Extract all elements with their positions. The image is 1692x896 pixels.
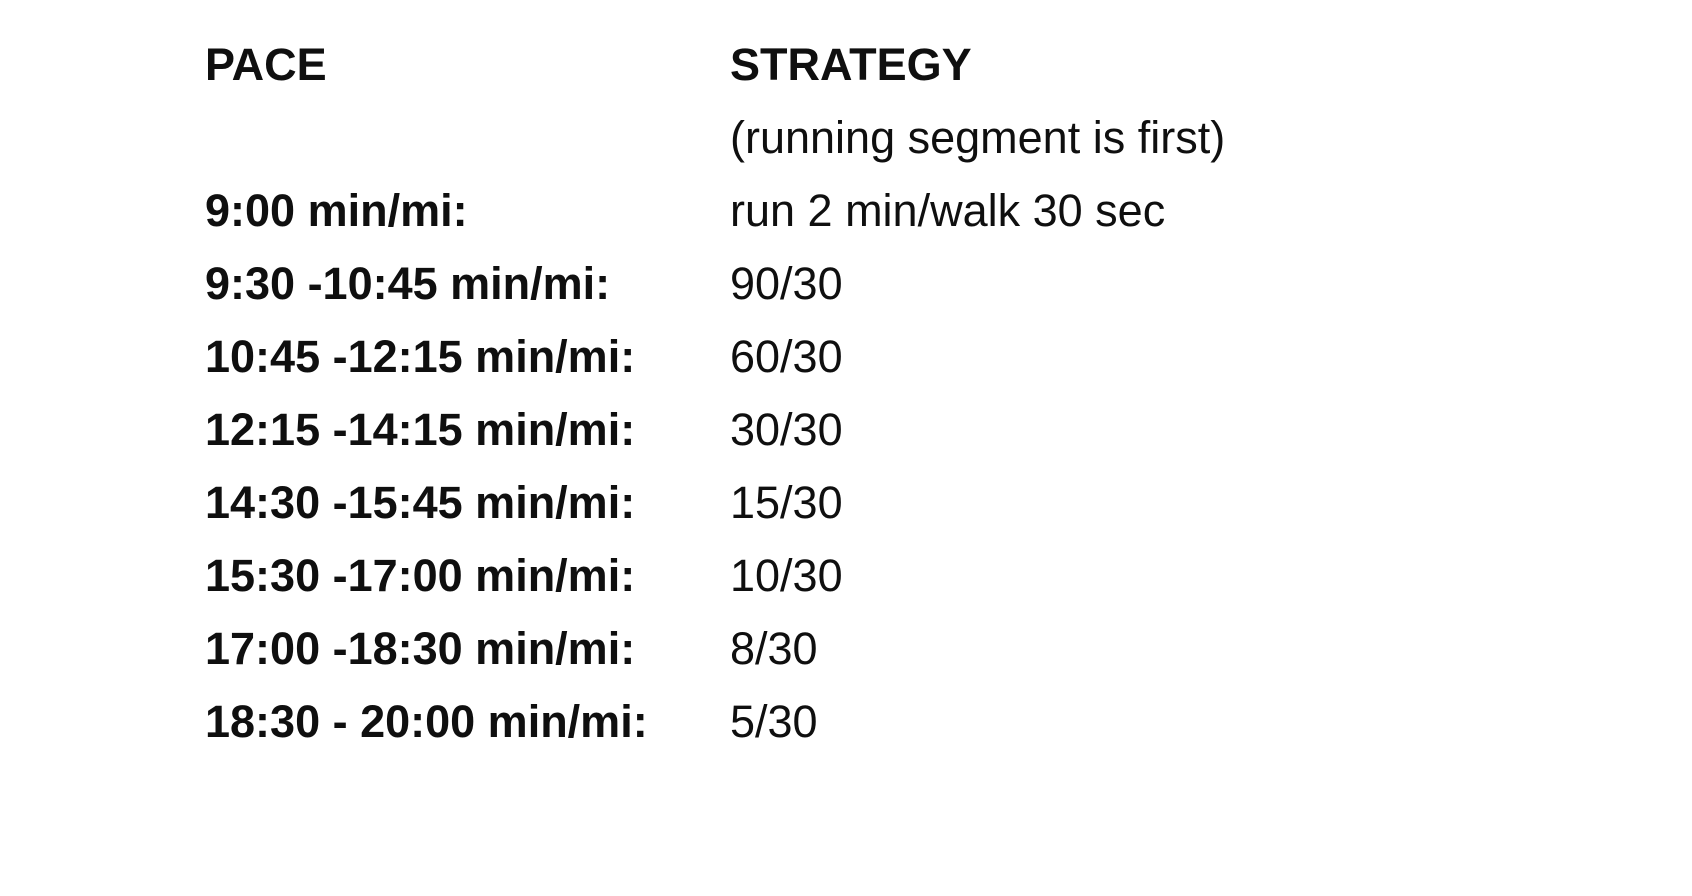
table-row <box>205 466 1225 539</box>
pace-cell: 14:30 -15:45 min/mi: <box>205 477 636 528</box>
strategy-cell: 30/30 <box>730 404 843 455</box>
pace-cell: 18:30 - 20:00 min/mi: <box>205 696 648 747</box>
table-row <box>205 393 1225 466</box>
strategy-cell: 8/30 <box>730 623 818 674</box>
strategy-cell: run 2 min/walk 30 sec <box>730 185 1166 236</box>
strategy-cell: 15/30 <box>730 477 843 528</box>
table-row <box>205 685 1225 758</box>
strategy-note: (running segment is first) <box>730 112 1226 163</box>
strategy-cell: 90/30 <box>730 258 843 309</box>
pace-cell: 17:00 -18:30 min/mi: <box>205 623 636 674</box>
strategy-column-header: STRATEGY <box>730 39 972 90</box>
table-row <box>205 539 1225 612</box>
pace-column-header: PACE <box>205 39 327 90</box>
pace-cell: 9:30 -10:45 min/mi: <box>205 258 611 309</box>
table-row <box>205 612 1225 685</box>
strategy-cell: 10/30 <box>730 550 843 601</box>
table-header-row <box>205 28 1225 101</box>
pace-cell: 12:15 -14:15 min/mi: <box>205 404 636 455</box>
table-row <box>205 174 1225 247</box>
pace-cell: 15:30 -17:00 min/mi: <box>205 550 636 601</box>
strategy-cell: 60/30 <box>730 331 843 382</box>
strategy-cell: 5/30 <box>730 696 818 747</box>
table-row <box>205 320 1225 393</box>
pace-strategy-table <box>205 28 1225 758</box>
strategy-note-row <box>205 101 1225 174</box>
table-row <box>205 247 1225 320</box>
pace-cell: 9:00 min/mi: <box>205 185 468 236</box>
pace-cell: 10:45 -12:15 min/mi: <box>205 331 636 382</box>
